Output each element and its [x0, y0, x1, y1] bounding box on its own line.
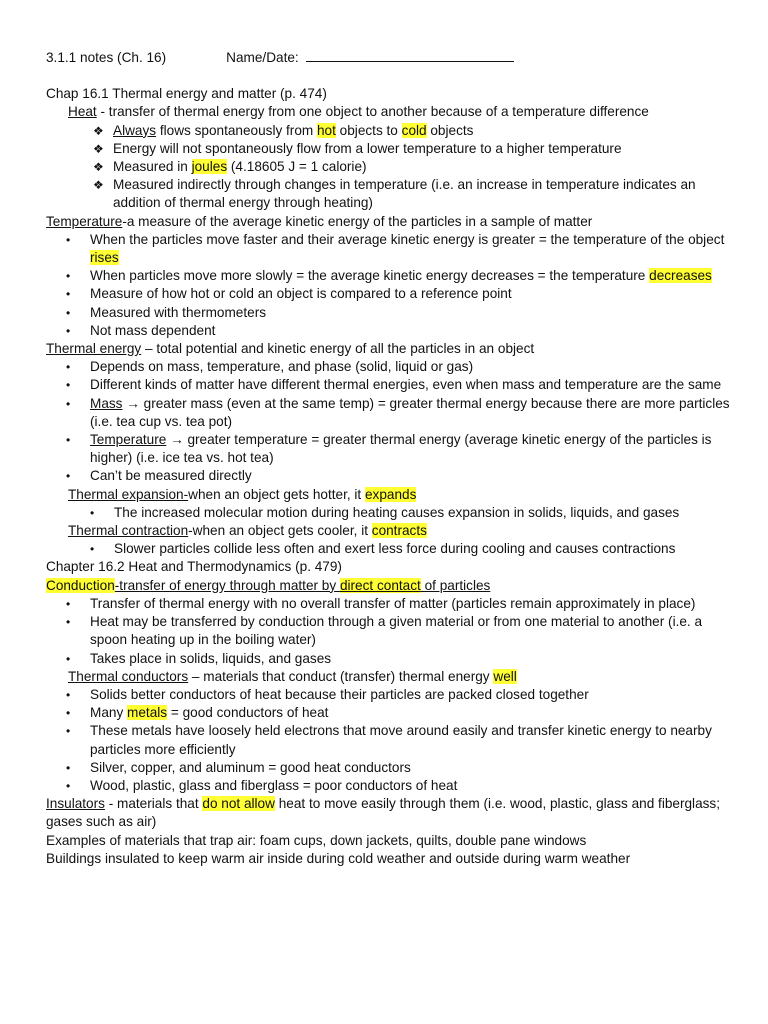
thermal-expansion-definition: Thermal expansion-when an object gets hotter, it expands: [68, 486, 417, 502]
examples-line: Examples of materials that trap air: foam cups, down jackets, quilts, double pane windows: [46, 832, 587, 848]
list-item: • Depends on mass, temperature, and phase (solid, liquid or gas): [46, 358, 736, 376]
bullet-icon: •: [66, 760, 71, 775]
highlight: expands: [364, 486, 417, 502]
diamond-bullet-icon: ❖: [93, 123, 104, 138]
thermal-contraction-definition: Thermal contraction-when an object gets cooler, it contracts: [68, 523, 427, 539]
list-item: • Many metals = good conductors of heat: [46, 704, 736, 722]
highlight: joules: [191, 159, 228, 175]
thermal-contraction-term: Thermal contraction: [68, 523, 189, 539]
list-item: • Not mass dependent: [46, 322, 736, 340]
bullet-icon: •: [66, 305, 71, 320]
list-item: • Wood, plastic, glass and fiberglass = poor conductors of heat: [46, 777, 736, 795]
bullet-icon: •: [66, 433, 71, 448]
diamond-bullet-icon: ❖: [93, 178, 104, 193]
bullet-icon: •: [66, 778, 71, 793]
thermal-energy-definition: Thermal energy – total potential and kinetic energy of all the particles in an object: [46, 341, 535, 357]
list-item: • Different kinds of matter have different thermal energies, even when mass and temperature are the same: [46, 376, 736, 394]
highlight: do not allow: [202, 796, 275, 812]
list-item: • Mass → greater mass (even at the same temp) = greater thermal energy because there are more particles (i.e. tea cup vs. tea pot): [66, 395, 730, 429]
thermal-conductors-definition: Thermal conductors – materials that conduct (transfer) thermal energy well: [68, 668, 517, 684]
bullet-icon: •: [90, 505, 95, 520]
name-date-label: Name/Date:: [226, 50, 299, 65]
highlight: well: [493, 668, 517, 684]
bullet-icon: •: [66, 360, 71, 375]
list-item: • These metals have loosely held electrons that move around easily and transfer kinetic energy to nearby particles more efficiently: [66, 723, 712, 757]
list-item: • The increased molecular motion during heating causes expansion in solids, liquids, and gases: [46, 504, 736, 522]
list-item: • When the particles move faster and their average kinetic energy is greater = the temperature of the object rises: [66, 231, 725, 266]
bullet-icon: •: [66, 323, 71, 338]
highlight: contracts: [371, 523, 427, 539]
list-item: • When particles move more slowly = the average kinetic energy decreases = the temperature decreases: [46, 267, 736, 285]
bullet-icon: •: [66, 687, 71, 702]
bullet-icon: •: [66, 596, 71, 611]
bullet-icon: •: [66, 724, 71, 739]
bullet-icon: •: [66, 469, 71, 484]
temperature-definition: Temperature-a measure of the average kinetic energy of the particles in a sample of matter: [46, 213, 593, 229]
list-item: ❖ Always flows spontaneously from hot objects to cold objects: [46, 122, 736, 140]
highlight: hot: [317, 122, 336, 138]
diamond-bullet-icon: ❖: [93, 160, 104, 175]
bullet-icon: •: [66, 287, 71, 302]
list-item: • Takes place in solids, liquids, and gases: [46, 650, 736, 668]
thermal-conductors-term: Thermal conductors: [68, 668, 189, 684]
header-line: [46, 48, 736, 67]
highlight: cold: [401, 122, 427, 138]
thermal-expansion-term: Thermal expansion-: [68, 486, 189, 502]
bullet-icon: •: [66, 706, 71, 721]
bullet-icon: •: [66, 396, 71, 411]
list-item: • Silver, copper, and aluminum = good heat conductors: [46, 759, 736, 777]
bullet-icon: •: [66, 378, 71, 393]
bullet-icon: •: [66, 651, 71, 666]
list-item: ❖ Measured indirectly through changes in temperature (i.e. an increase in temperature indicates an addition of thermal energy through heating): [93, 177, 696, 211]
notes-title: 3.1.1 notes (Ch. 16): [46, 50, 167, 65]
highlight: metals: [127, 705, 168, 721]
diamond-bullet-icon: ❖: [93, 141, 104, 156]
list-item: • Heat may be transferred by conduction through a given material or from one material to another (i.e. a spoon heating up in the boiling water): [66, 614, 703, 648]
heat-definition: Heat - transfer of thermal energy from one object to another because of a temperature difference: [68, 104, 649, 120]
bullet-icon: •: [66, 615, 71, 630]
list-item: • Measure of how hot or cold an object is compared to a reference point: [46, 285, 736, 303]
list-item: • Solids better conductors of heat because their particles are packed closed together: [46, 686, 736, 704]
heat-term: Heat: [68, 104, 97, 120]
list-item: • Slower particles collide less often and exert less force during cooling and causes contractions: [46, 540, 736, 558]
section-16-2-title: Chapter 16.2 Heat and Thermodynamics (p. 479): [46, 559, 342, 575]
list-item: • Measured with thermometers: [46, 304, 736, 322]
bullet-icon: •: [90, 542, 95, 557]
list-item: ❖ Energy will not spontaneously flow from a lower temperature to a higher temperature: [46, 140, 736, 158]
section-16-1-title: Chap 16.1 Thermal energy and matter (p. 474): [46, 86, 327, 102]
name-date-blank: [306, 48, 514, 62]
temperature-term: Temperature: [46, 213, 123, 229]
thermal-energy-term: Thermal energy: [46, 341, 142, 357]
list-item: • Can’t be measured directly: [46, 467, 736, 485]
highlight: decreases: [649, 268, 712, 284]
list-item: ❖ Measured in joules (4.18605 J = 1 calorie): [46, 158, 736, 176]
highlight: rises: [90, 250, 119, 266]
notes-document: [46, 48, 736, 868]
bullet-icon: •: [66, 269, 71, 284]
insulators-term: Insulators: [46, 796, 105, 812]
bullet-icon: •: [66, 232, 71, 247]
conduction-term: Conduction: [46, 577, 115, 593]
list-item: • Transfer of thermal energy with no overall transfer of matter (particles remain approximately in place): [46, 595, 736, 613]
conduction-definition: Conduction-transfer of energy through matter by direct contact of particles: [46, 577, 491, 593]
insulators-definition: Insulators - materials that do not allow heat to move easily through them (i.e. wood, plastic, glass and fiberglass; gases such as air): [46, 796, 721, 830]
list-item: • Temperature → greater temperature = greater thermal energy (average kinetic energy of the particles is higher) (i.e. ice tea vs. hot tea): [66, 432, 712, 466]
highlight: direct contact: [339, 577, 421, 593]
buildings-line: Buildings insulated to keep warm air inside during cold weather and outside during warm weather: [46, 850, 631, 866]
